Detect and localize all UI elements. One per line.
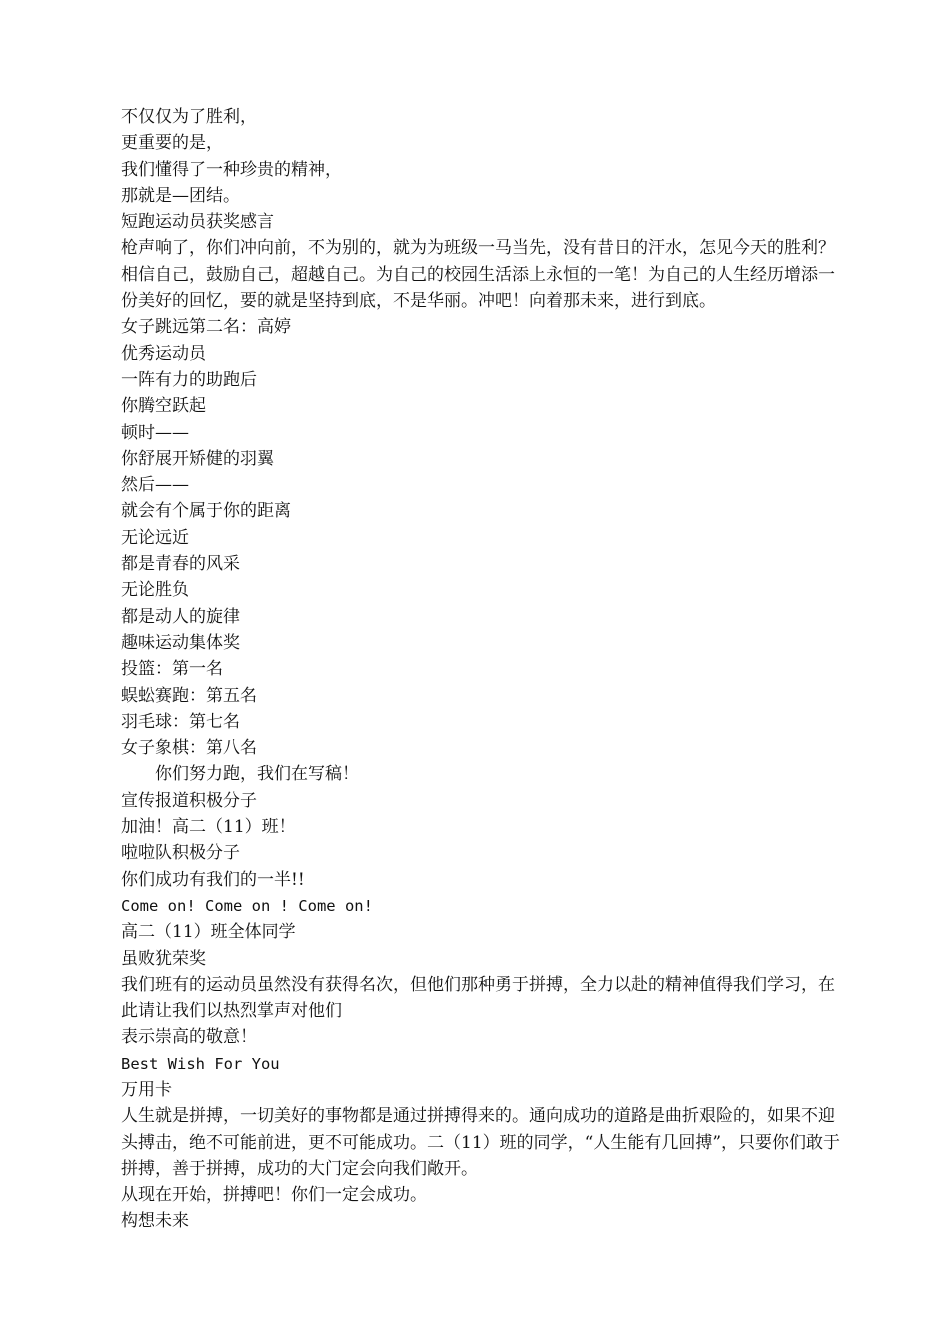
award-item: 羽毛球：第七名 [121, 711, 240, 732]
section-heading: 趣味运动集体奖 [121, 632, 240, 653]
text-line: 从现在开始，拼搏吧！你们一定会成功。 [121, 1185, 427, 1206]
text-line: 你腾空跃起 [121, 396, 206, 417]
text-line: 不仅仅为了胜利， [121, 107, 257, 127]
text-line: 顿时—— [121, 422, 189, 443]
text-line: 你舒展开矫健的羽翼 [121, 448, 274, 469]
text-line: 就会有个属于你的距离 [121, 501, 291, 522]
text-line: 加油！高二（11）班！ [121, 817, 296, 838]
text-line: Come on! Come on ! Come on! [121, 896, 373, 915]
paragraph: 枪声响了，你们冲向前，不为别的，就为为班级一马当先，没有昔日的汗水，怎见今天的胜利？相信自己，鼓励自己，超越自己。为自己的校园生活添上永恒的一笔！为自己的人生经历增添一份美好的回忆，要的就是坚持到底，不是华丽。冲吧！向着那未来，进行到底。 [121, 238, 835, 312]
section-heading: 宣传报道积极分子 [121, 790, 257, 811]
section-heading: 女子跳远第二名：高婷 [121, 317, 291, 338]
text-line: 高二（11）班全体同学 [121, 922, 296, 943]
section-heading: 啦啦队积极分子 [121, 843, 240, 864]
section-heading: 短跑运动员获奖感言 [121, 212, 274, 233]
text-line: 都是动人的旋律 [121, 606, 240, 627]
paragraph: 我们班有的运动员虽然没有获得名次，但他们那种勇于拼搏，全力以赴的精神值得我们学习，在此请让我们以热烈掌声对他们 [121, 974, 835, 1022]
paragraph: 人生就是拼搏，一切美好的事物都是通过拼搏得来的。通向成功的道路是曲折艰险的，如果不迎头搏击，绝不可能前进，更不可能成功。二（11）班的同学，“人生能有几回搏”，只要你们敢于拼搏，善于拼搏，成功的大门定会向我们敞开。 [121, 1106, 841, 1179]
section-heading: 优秀运动员 [121, 343, 206, 364]
text-line: 无论胜负 [121, 580, 189, 601]
text-line: 我们懂得了一种珍贵的精神， [121, 159, 342, 180]
text-line: 你们成功有我们的一半!! [121, 869, 305, 890]
text-line: 都是青春的风采 [121, 554, 240, 575]
text-line: 一阵有力的助跑后 [121, 369, 257, 390]
text-line: 然后—— [121, 475, 189, 496]
text-line: 无论远近 [121, 527, 189, 548]
award-item: 女子象棋：第八名 [121, 738, 257, 759]
award-item: 蜈蚣赛跑：第五名 [121, 685, 257, 706]
section-heading: 万用卡 [121, 1079, 172, 1100]
text-line: 那就是—团结。 [121, 185, 240, 206]
award-item: 投篮：第一名 [121, 659, 223, 680]
text-line: Best Wish For You [121, 1054, 280, 1073]
document-page [121, 104, 851, 1235]
text-line: 你们努力跑，我们在写稿！ [155, 764, 359, 785]
section-heading: 虽败犹荣奖 [121, 948, 206, 969]
text-line: 更重要的是， [121, 133, 223, 154]
text-line: 表示崇高的敬意！ [121, 1027, 257, 1048]
section-heading: 构想未来 [121, 1211, 189, 1232]
